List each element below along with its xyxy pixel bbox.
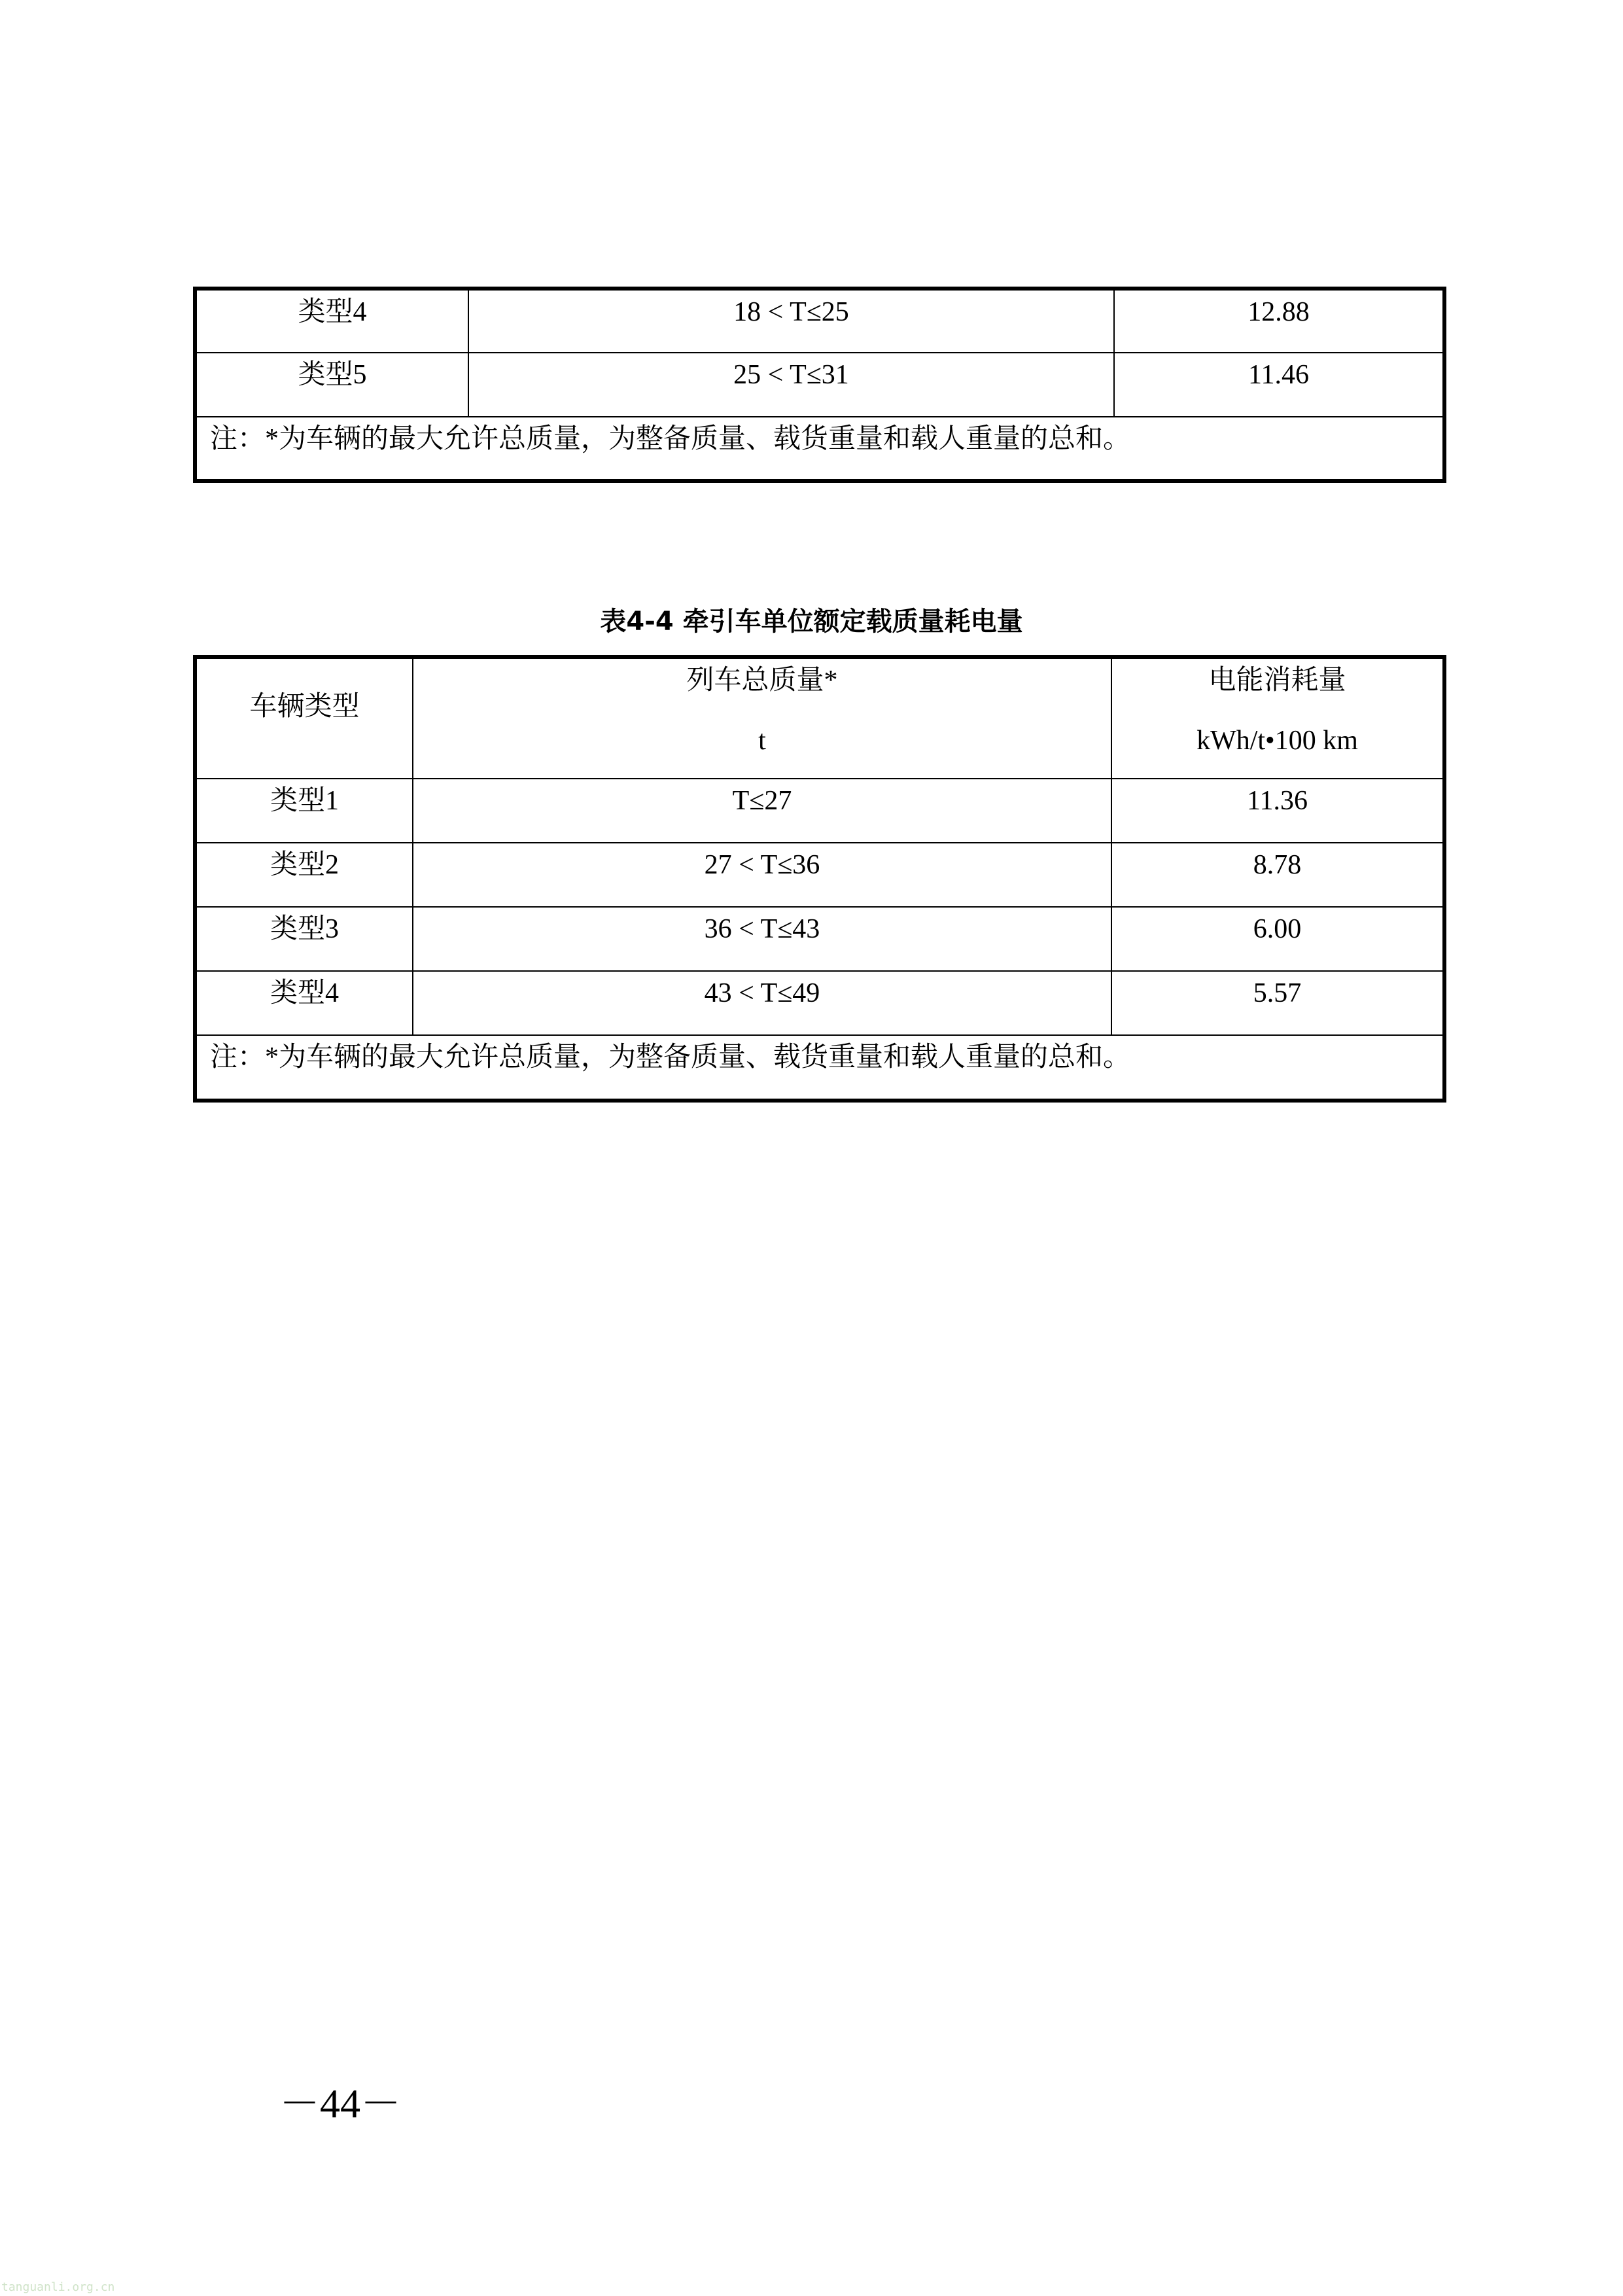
vehicle-type-cell: 类型5	[195, 353, 468, 417]
watermark: tanguanli.org.cn	[1, 2280, 115, 2294]
table-note: 注：*为车辆的最大允许总质量，为整备质量、载货重量和载人重量的总和。	[195, 417, 1444, 481]
energy-cell: 11.36	[1111, 779, 1444, 843]
mass-range-cell: T≤27	[413, 779, 1111, 843]
table-row	[195, 843, 1444, 907]
mass-range-cell: 18 < T≤25	[468, 289, 1114, 353]
table-row	[195, 289, 1444, 353]
header-energy-label: 电能消耗量	[1208, 665, 1346, 696]
table-row	[195, 779, 1444, 843]
energy-cell: 11.46	[1114, 353, 1444, 417]
vehicle-type-cell: 类型4	[195, 971, 413, 1035]
table-title: 表4-4 牵引车单位额定载质量耗电量	[600, 607, 1023, 637]
vehicle-type-cell: 类型1	[195, 779, 413, 843]
header-mass-label: 列车总质量*	[686, 665, 838, 696]
vehicle-type-cell: 类型3	[195, 907, 413, 971]
header-mass-unit: t	[758, 726, 766, 756]
mass-range-cell: 27 < T≤36	[413, 843, 1111, 907]
table-row	[195, 971, 1444, 1035]
header-energy	[1111, 657, 1444, 779]
page-number: －44－	[279, 2082, 401, 2127]
table-row	[195, 907, 1444, 971]
table-header-row	[195, 657, 1444, 779]
vehicle-type-cell: 类型4	[195, 289, 468, 353]
energy-cell: 5.57	[1111, 971, 1444, 1035]
header-vehicle-type-label: 车辆类型	[249, 692, 360, 722]
energy-cell: 8.78	[1111, 843, 1444, 907]
energy-cell: 12.88	[1114, 289, 1444, 353]
header-vehicle-type	[195, 657, 413, 779]
header-mass	[413, 657, 1111, 779]
vehicle-type-cell: 类型2	[195, 843, 413, 907]
energy-cell: 6.00	[1111, 907, 1444, 971]
table-note-row	[195, 1035, 1444, 1101]
mass-range-cell: 43 < T≤49	[413, 971, 1111, 1035]
mass-range-cell: 25 < T≤31	[468, 353, 1114, 417]
table-continued	[193, 287, 1446, 483]
table-note-row	[195, 417, 1444, 481]
table-4-4	[193, 655, 1446, 1103]
table-row	[195, 353, 1444, 417]
header-energy-unit: kWh/t•100 km	[1196, 726, 1358, 756]
table-note: 注：*为车辆的最大允许总质量，为整备质量、载货重量和载人重量的总和。	[195, 1035, 1444, 1101]
mass-range-cell: 36 < T≤43	[413, 907, 1111, 971]
